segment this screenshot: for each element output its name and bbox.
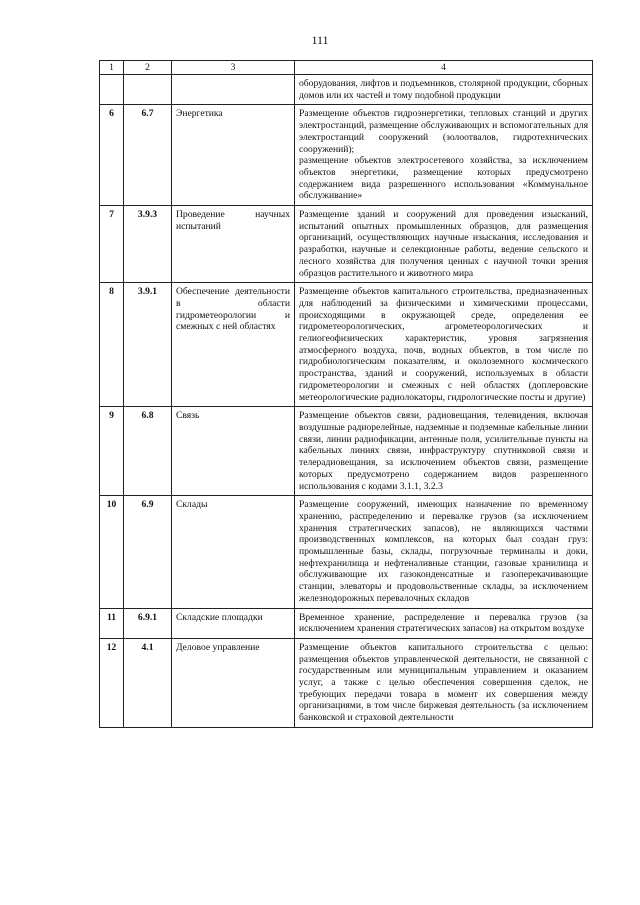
use-description: [295, 283, 593, 407]
row-number: 8: [100, 283, 124, 407]
row-number: [100, 75, 124, 105]
use-description: [295, 75, 593, 105]
row-number: 7: [100, 206, 124, 283]
description-paragraph: Размещение объектов капитального строительства, предназначенных для наблюдений за физическими и химическими процессами, происходящими в окружающей среде, определения ее гидрометеорологических, агрометеорологических и гелиогеофизических характеристик, уровня загрязнения атмосферного воздуха, почв, водных объектов, в том числе по гидробиологическим показателям, и околоземного космического пространства, зданий и сооружений, используемых в области гидрометеорологии и смежных с ней областях (доплеровские метеорологические радиолокаторы, гидрологические посты и другие): [299, 286, 588, 403]
row-number: 11: [100, 608, 124, 638]
table-row: [100, 638, 593, 727]
use-code: 3.9.3: [124, 206, 172, 283]
use-description: [295, 407, 593, 496]
use-description: [295, 638, 593, 727]
table-row: [100, 206, 593, 283]
description-paragraph: Размещение зданий и сооружений для проведения изысканий, испытаний опытных промышленных образцов, для размещения организаций, осуществляющих научные изыскания, исследования и разработки, научные и селекционные работы, ведение сельского и лесного хозяйства для получения ценных с научной точки зрения образцов растительного и животного мира: [299, 209, 588, 279]
header-row: [100, 61, 593, 75]
row-number: 6: [100, 105, 124, 206]
header-cell-3: 3: [172, 61, 295, 75]
row-number: 9: [100, 407, 124, 496]
description-paragraph: размещение объектов электросетевого хозяйства, за исключением объектов энергетики, размещение которых предусмотрено содержанием вида разрешенного использования «Коммунальное обслуживание»: [299, 155, 588, 202]
page-number: 111: [311, 33, 329, 47]
description-paragraph: Временное хранение, распределение и перевалка грузов (за исключением хранения стратегических запасов) на открытом воздухе: [299, 611, 588, 635]
row-number: 12: [100, 638, 124, 727]
use-name: Деловое управление: [172, 638, 295, 727]
use-description: [295, 105, 593, 206]
table-row: [100, 608, 593, 638]
land-use-table: [99, 60, 593, 728]
use-code: 6.7: [124, 105, 172, 206]
description-paragraph: Размещение объектов гидроэнергетики, тепловых станций и других электростанций, размещение обслуживающих и вспомогательных для электростанций сооружений (золоотвалов, гидротехнических сооружений);: [299, 108, 588, 155]
use-description: [295, 206, 593, 283]
header-cell-2: 2: [124, 61, 172, 75]
table-row: [100, 496, 593, 608]
description-paragraph: Размещение сооружений, имеющих назначение по временному хранению, распределению и перевалке грузов (за исключением хранения стратегических запасов), не являющихся частями производственных комплексов, на которых был создан груз: промышленные базы, склады, погрузочные терминалы и доки, нефтехранилища и нефтеналивные станции, газовые хранилища и обслуживающие их газоконденсатные и газоперекачивающие станции, элеваторы и продовольственные склады, за исключением железнодорожных перевалочных складов: [299, 499, 588, 604]
description-paragraph: оборудования, лифтов и подъемников, столярной продукции, сборных домов или их частей и тому подобной продукции: [299, 78, 588, 101]
header-cell-1: 1: [100, 61, 124, 75]
use-name: Складские площадки: [172, 608, 295, 638]
use-name: Обеспечение деятельности в области гидрометеорологии и смежных с ней областях: [172, 283, 295, 407]
table-row: [100, 75, 593, 105]
description-paragraph: Размещение объектов связи, радиовещания, телевидения, включая воздушные радиорелейные, надземные и подземные кабельные линии связи, линии радиофикации, антенные поля, усилительные пункты на кабельных линиях связи, инфраструктуру спутниковой связи и телерадиовещания, за исключением объектов связи, размещение которых предусмотрено содержанием видов разрешенного использования с кодами 3.1.1, 3.2.3: [299, 410, 588, 492]
use-code: 4.1: [124, 638, 172, 727]
table-row: [100, 407, 593, 496]
use-name: Склады: [172, 496, 295, 608]
table-row: [100, 283, 593, 407]
use-description: [295, 496, 593, 608]
description-paragraph: Размещение объектов капитального строительства с целью: размещения объектов управленческой деятельности, не связанной с государственным или муниципальным управлением и оказанием услуг, а также с целью обеспечения совершения сделок, не требующих передачи товара в момент их совершения между организациями, в том числе биржевая деятельность (за исключением банковской и страховой деятельности: [299, 641, 588, 724]
use-name: Энергетика: [172, 105, 295, 206]
use-code: 6.9: [124, 496, 172, 608]
row-number: 10: [100, 496, 124, 608]
use-description: [295, 608, 593, 638]
use-code: [124, 75, 172, 105]
use-code: 3.9.1: [124, 283, 172, 407]
use-code: 6.9.1: [124, 608, 172, 638]
use-name: [172, 75, 295, 105]
table-row: [100, 105, 593, 206]
use-code: 6.8: [124, 407, 172, 496]
header-cell-4: 4: [295, 61, 593, 75]
use-name: Связь: [172, 407, 295, 496]
use-name: Проведение научных испытаний: [172, 206, 295, 283]
